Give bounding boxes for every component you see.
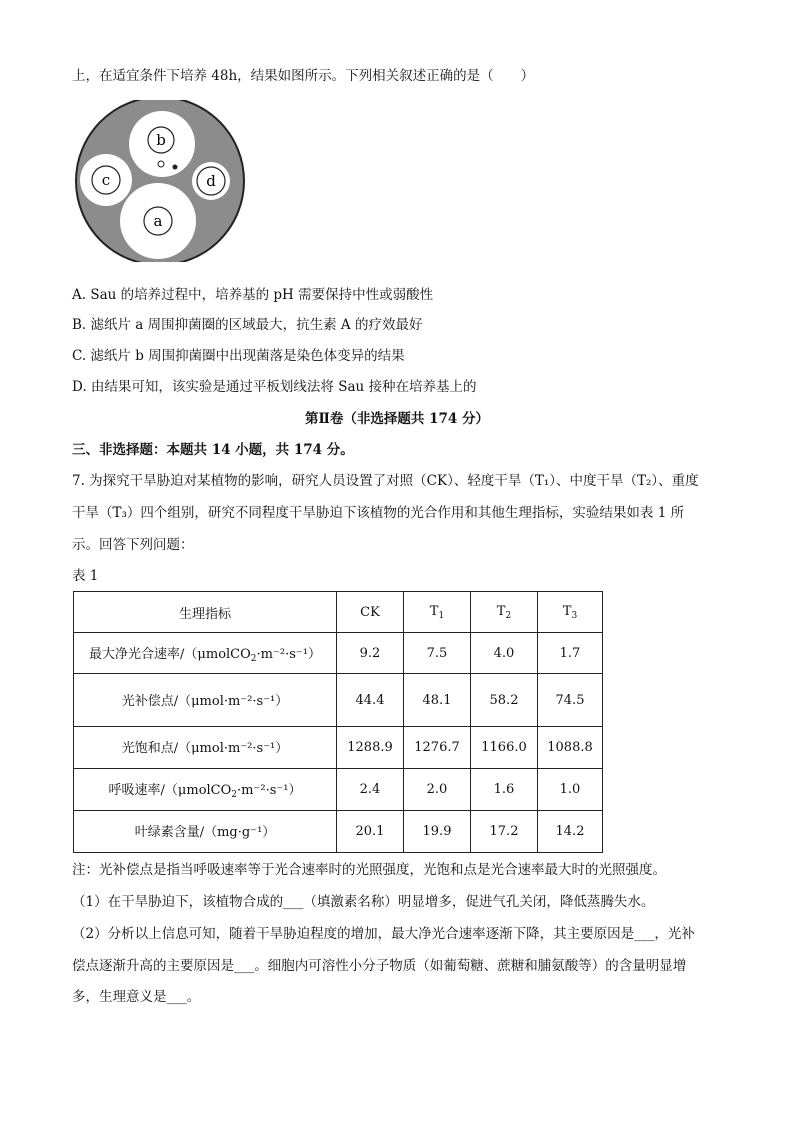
table-row: [74, 674, 603, 727]
colony-dot: [173, 165, 178, 170]
q7-line1: 7. 为探究干旱胁迫对某植物的影响，研究人员设置了对照（CK）、轻度干旱（T₁）、中度干旱（T₂）、重度: [72, 473, 699, 489]
cell-ck: 9.2: [337, 633, 404, 674]
row-label: 光饱和点/（μmol·m⁻²·s⁻¹）: [74, 727, 337, 769]
label-a: a: [153, 212, 163, 230]
label-b: b: [156, 131, 166, 149]
subquestion-2-line1: （2）分析以上信息可知，随着干旱胁迫程度的增加，最大净光合速率逐渐下降，其主要原因是___，光补: [72, 926, 695, 942]
option-d: D. 由结果可知，该实验是通过平板划线法将 Sau 接种在培养基上的: [72, 379, 477, 395]
header-t1: $T_1$: [404, 592, 471, 633]
cell-t1: 1276.7: [404, 727, 471, 769]
row-label: 光补偿点/（μmol·m⁻²·s⁻¹）: [74, 674, 337, 727]
header-t2: $T_2$: [471, 592, 538, 633]
row-label: 叶绿素含量/（mg·g⁻¹）: [74, 811, 337, 853]
cell-t2: 4.0: [471, 633, 538, 674]
header-t3: $T_3$: [538, 592, 603, 633]
option-b: B. 滤纸片 a 周围抑菌圈的区域最大，抗生素 A 的疗效最好: [72, 317, 423, 333]
q7-line3: 示。回答下列问题：: [72, 537, 194, 553]
cell-t1: 2.0: [404, 769, 471, 811]
subquestion-2-line3: 多，生理意义是___。: [72, 989, 201, 1005]
label-c: c: [101, 171, 111, 189]
cell-t2: 1166.0: [471, 727, 538, 769]
cell-ck: 1288.9: [337, 727, 404, 769]
cell-t2: 17.2: [471, 811, 538, 853]
header-ck: CK: [337, 592, 404, 633]
table-row: [74, 727, 603, 769]
option-a: A. Sau 的培养过程中，培养基的 pH 需要保持中性或弱酸性: [72, 287, 434, 303]
cell-t1: 48.1: [404, 674, 471, 727]
cell-ck: 2.4: [337, 769, 404, 811]
table-header-row: [74, 592, 603, 633]
table-label: 表 1: [72, 568, 99, 584]
cell-t1: 7.5: [404, 633, 471, 674]
table-row: [74, 811, 603, 853]
cell-ck: 20.1: [337, 811, 404, 853]
option-c: C. 滤纸片 b 周围抑菌圈中出现菌落是染色体变异的结果: [72, 348, 405, 364]
row-label: 呼吸速率/（μmolCO$_2$·m⁻²·s⁻¹）: [74, 769, 337, 811]
cell-t2: 1.6: [471, 769, 538, 811]
section-header: 三、非选择题：本题共 14 小题，共 174 分。: [72, 442, 354, 458]
colony-hollow: [158, 161, 164, 167]
question-intro: 上，在适宜条件下培养 48h，结果如图所示。下列相关叙述正确的是（ ）: [72, 68, 535, 84]
cell-t3: 1.0: [538, 769, 603, 811]
cell-t2: 58.2: [471, 674, 538, 727]
cell-t1: 19.9: [404, 811, 471, 853]
petri-dish-figure: [74, 100, 246, 262]
table-note: 注：光补偿点是指当呼吸速率等于光合速率时的光照强度，光饱和点是光合速率最大时的光照强度。: [72, 862, 666, 878]
cell-t3: 1.7: [538, 633, 603, 674]
section-title: 第Ⅱ卷（非选择题共 174 分）: [305, 411, 489, 427]
header-indicator: 生理指标: [74, 592, 337, 633]
row-label: 最大净光合速率/（μmolCO$_2$·m⁻²·s⁻¹）: [74, 633, 337, 674]
table-row: [74, 633, 603, 674]
cell-t3: 74.5: [538, 674, 603, 727]
q7-line2: 干旱（T₃）四个组别，研究不同程度干旱胁迫下该植物的光合作用和其他生理指标，实验结果如表 1 所: [72, 505, 685, 521]
cell-t3: 14.2: [538, 811, 603, 853]
label-d: d: [206, 172, 216, 190]
data-table: [73, 591, 603, 853]
cell-ck: 44.4: [337, 674, 404, 727]
cell-t3: 1088.8: [538, 727, 603, 769]
subquestion-2-line2: 偿点逐渐升高的主要原因是___。细胞内可溶性小分子物质（如葡萄糖、蔗糖和脯氨酸等）的含量明显增: [72, 958, 687, 974]
subquestion-1: （1）在干旱胁迫下，该植物合成的___（填激素名称）明显增多，促进气孔关闭，降低蒸腾失水。: [72, 894, 655, 910]
table-row: [74, 769, 603, 811]
